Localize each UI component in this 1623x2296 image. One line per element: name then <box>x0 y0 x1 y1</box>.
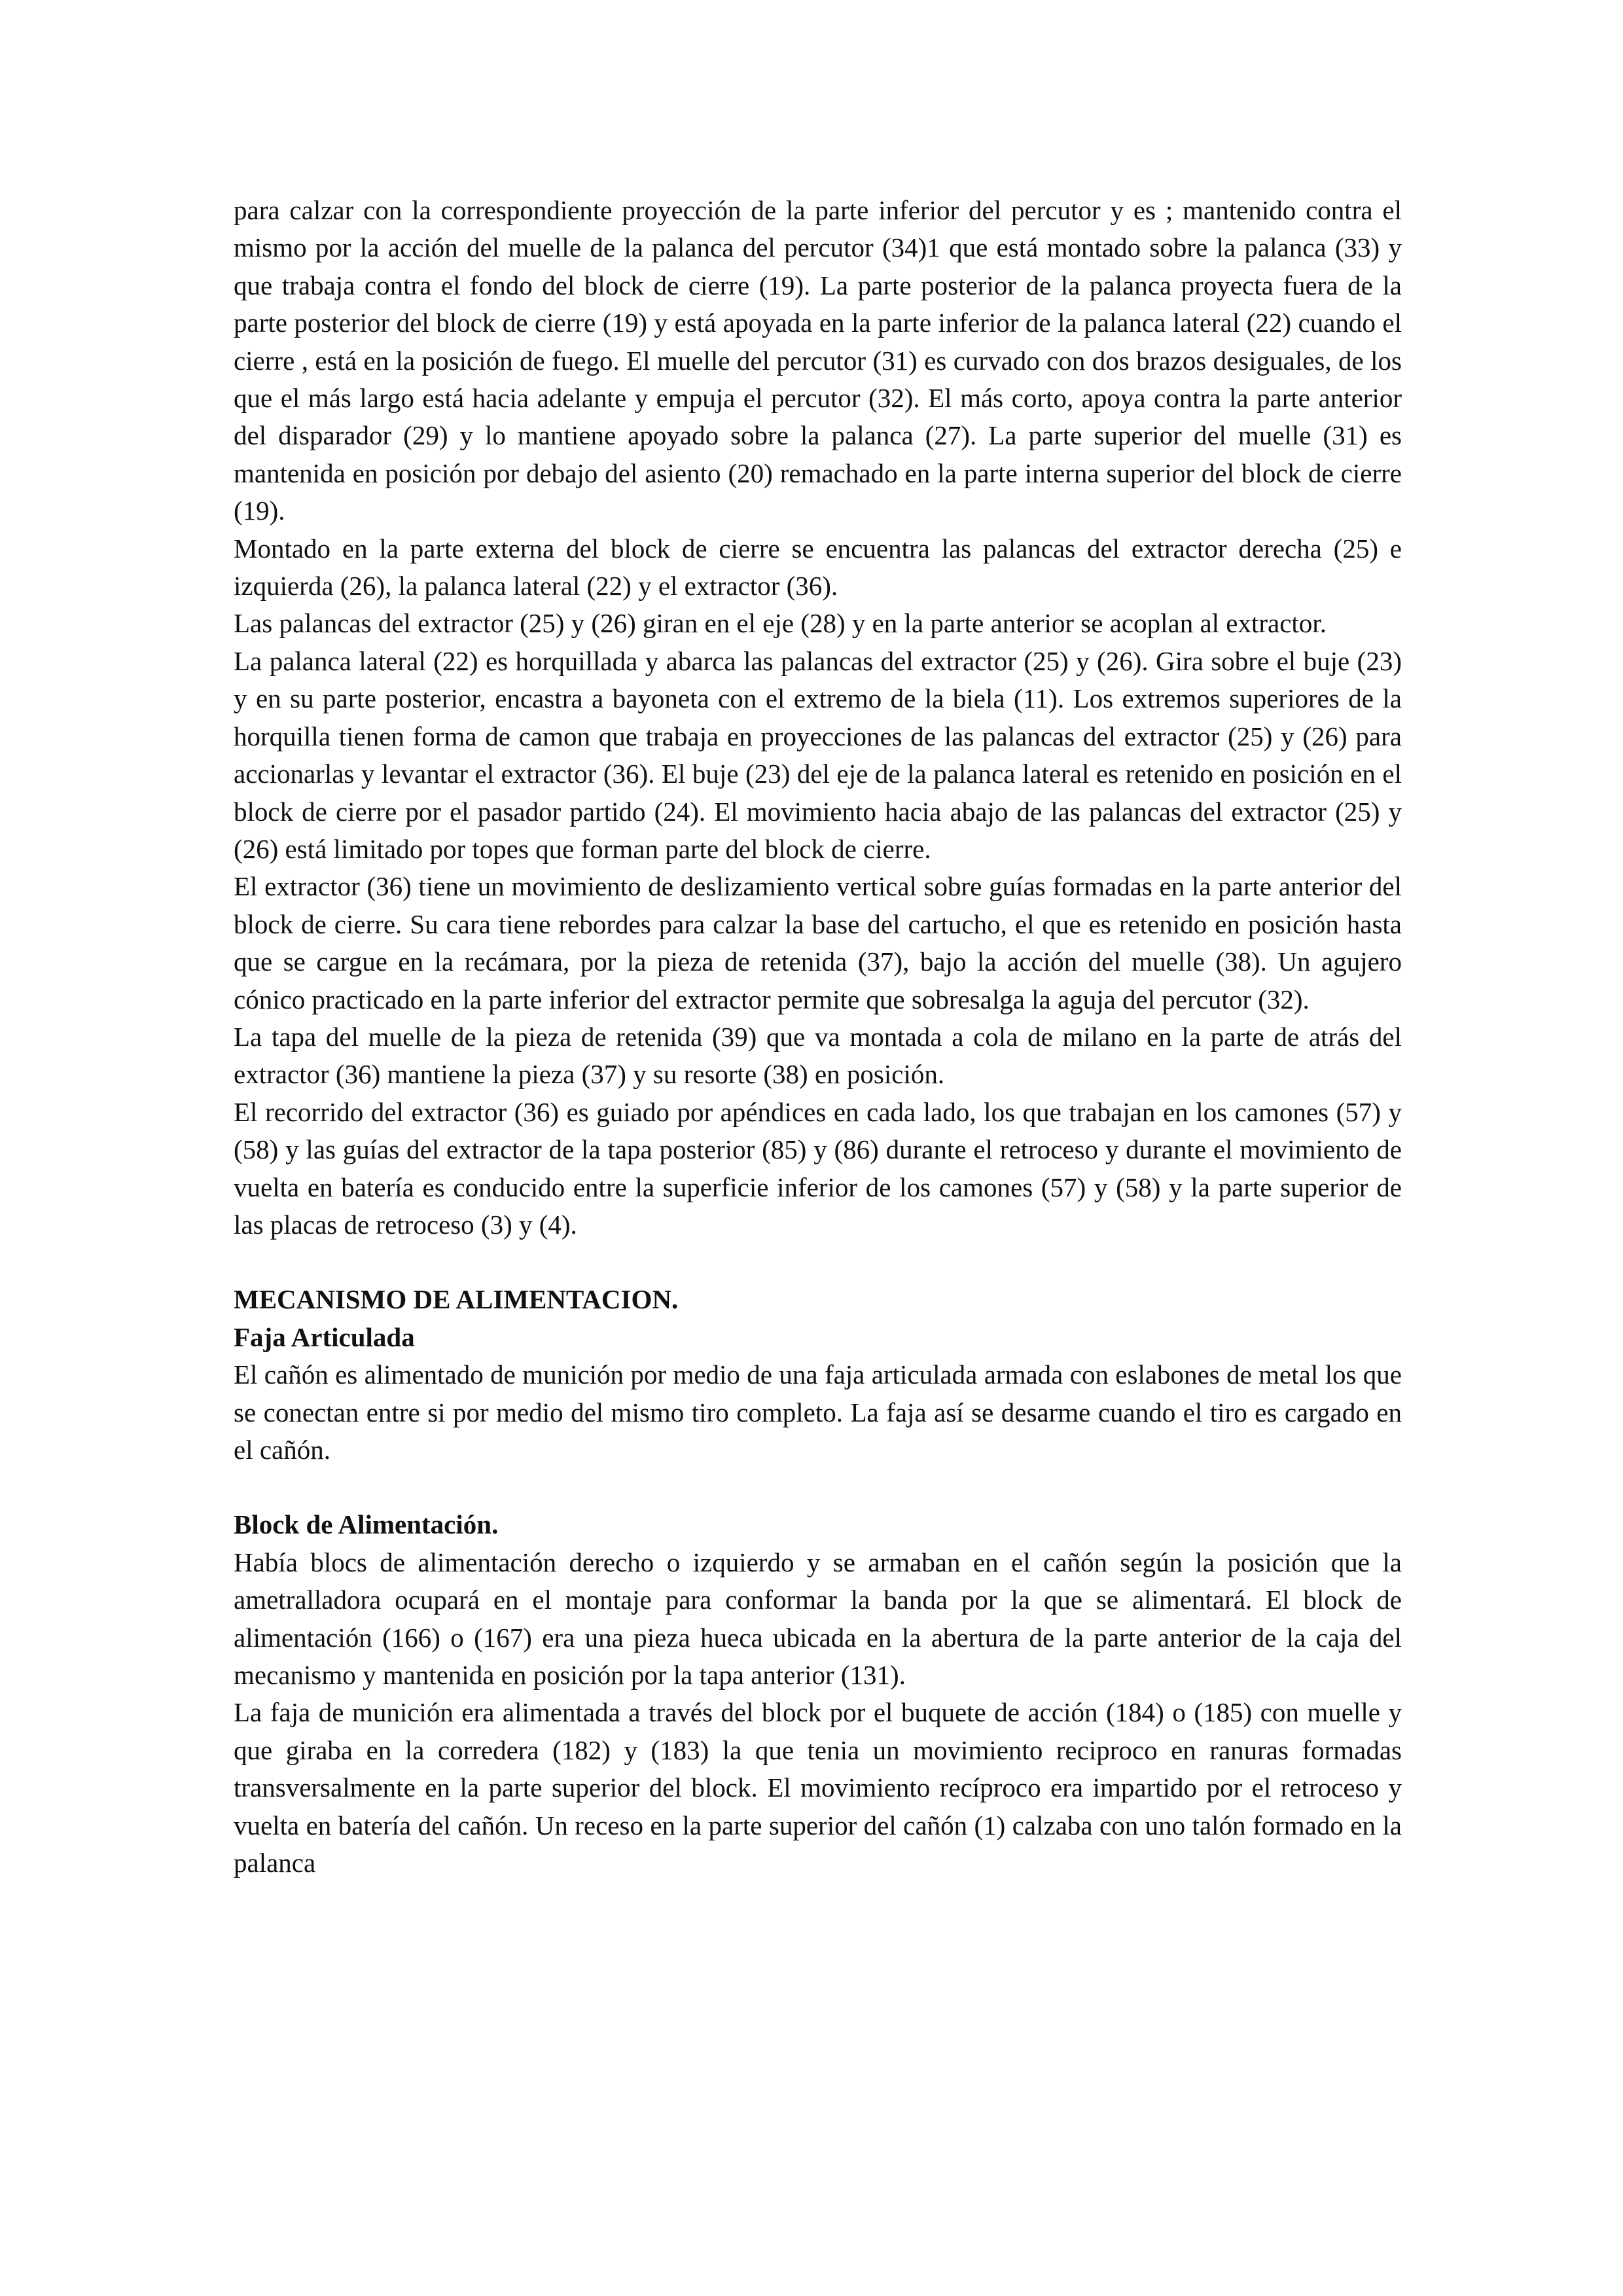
body-paragraph: para calzar con la correspondiente proyección de la parte inferior del percutor y es ; mantenido contra el mismo por la acción del muelle de la palanca del percutor (34)1 que está montado sobre la palanca (33) y que trabaja contra el fondo del block de cierre (19). La parte posterior de la palanca proyecta fuera de la parte posterior del block de cierre (19) y está apoyada en la parte inferior de la palanca lateral (22) cuando el cierre , está en la posición de fuego. El muelle del percutor (31) es curvado con dos brazos desiguales, de los que el más largo está hacia adelante y empuja el percutor (32). El más corto, apoya contra la parte anterior del disparador (29) y lo mantiene apoyado sobre la palanca (27). La parte superior del muelle (31) es mantenida en posición por debajo del asiento (20) remachado en la parte interna superior del block de cierre (19). <box>234 195 1402 526</box>
body-paragraph: La palanca lateral (22) es horquillada y abarca las palancas del extractor (25) y (26). Gira sobre el buje (23) y en su parte posterior, encastra a bayoneta con el extremo de la biela (11). Los extremos superiores de la horquilla tienen forma de camon que trabaja en proyecciones de las palancas del extractor (25) y (26) para accionarlas y levantar el extractor (36). El buje (23) del eje de la palanca lateral es retenido en posición en el block de cierre por el pasador partido (24). El movimiento hacia abajo de las palancas del extractor (25) y (26) está limitado por topes que forman parte del block de cierre. <box>234 645 1402 864</box>
body-paragraph: El recorrido del extractor (36) es guiado por apéndices en cada lado, los que trabajan en los camones (57) y (58) y las guías del extractor de la tapa posterior (85) y (86) durante el retroceso y durante el movimiento de vuelta en batería es conducido entre la superficie inferior de los camones (57) y (58) y la parte superior de las placas de retroceso (3) y (4). <box>234 1096 1402 1240</box>
document-page <box>234 192 1402 1882</box>
body-paragraph: El extractor (36) tiene un movimiento de deslizamiento vertical sobre guías formadas en la parte anterior del block de cierre. Su cara tiene rebordes para calzar la base del cartucho, el que es retenido en posición hasta que se cargue en la recámara, por la pieza de retenida (37), bajo la acción del muelle (38). Un agujero cónico practicado en la parte inferior del extractor permite que sobresalga la aguja del percutor (32). <box>234 871 1402 1014</box>
subsection-heading-faja: Faja Articulada <box>234 1321 415 1352</box>
section-heading: MECANISMO DE ALIMENTACION. <box>234 1284 679 1315</box>
body-paragraph: La faja de munición era alimentada a través del block por el buquete de acción (184) o (185) con muelle y que giraba en la corredera (182) y (183) la que tenia un movimiento reciproco en ranuras formadas transversalmente en la parte superior del block. El movimiento recíproco era impartido por el retroceso y vuelta en batería del cañón. Un receso en la parte superior del cañón (1) calzaba con uno talón formado en la palanca <box>234 1697 1402 1878</box>
body-paragraph: La tapa del muelle de la pieza de retenida (39) que va montada a cola de milano en la parte de atrás del extractor (36) mantiene la pieza (37) y su resorte (38) en posición. <box>234 1021 1402 1090</box>
paragraph-spacer <box>234 1244 1402 1281</box>
body-paragraph: Había blocs de alimentación derecho o izquierdo y se armaban en el cañón según la posición que la ametralladora ocupará en el montaje para conformar la banda por la que se alimentará. El block de alimentación (166) o (167) era una pieza hueca ubicada en la abertura de la parte anterior de la caja del mecanismo y mantenida en posición por la tapa anterior (131). <box>234 1547 1402 1691</box>
subsection-heading-block: Block de Alimentación. <box>234 1509 499 1540</box>
body-paragraph: Montado en la parte externa del block de cierre se encuentra las palancas del extractor derecha (25) e izquierda (26), la palanca lateral (22) y el extractor (36). <box>234 533 1402 601</box>
body-paragraph: Las palancas del extractor (25) y (26) giran en el eje (28) y en la parte anterior se acoplan al extractor. <box>234 608 1327 639</box>
paragraph-spacer <box>234 1469 1402 1506</box>
body-paragraph: El cañón es alimentado de munición por medio de una faja articulada armada con eslabones de metal los que se conectan entre si por medio del mismo tiro completo. La faja así se desarme cuando el tiro es cargado en el cañón. <box>234 1359 1402 1465</box>
